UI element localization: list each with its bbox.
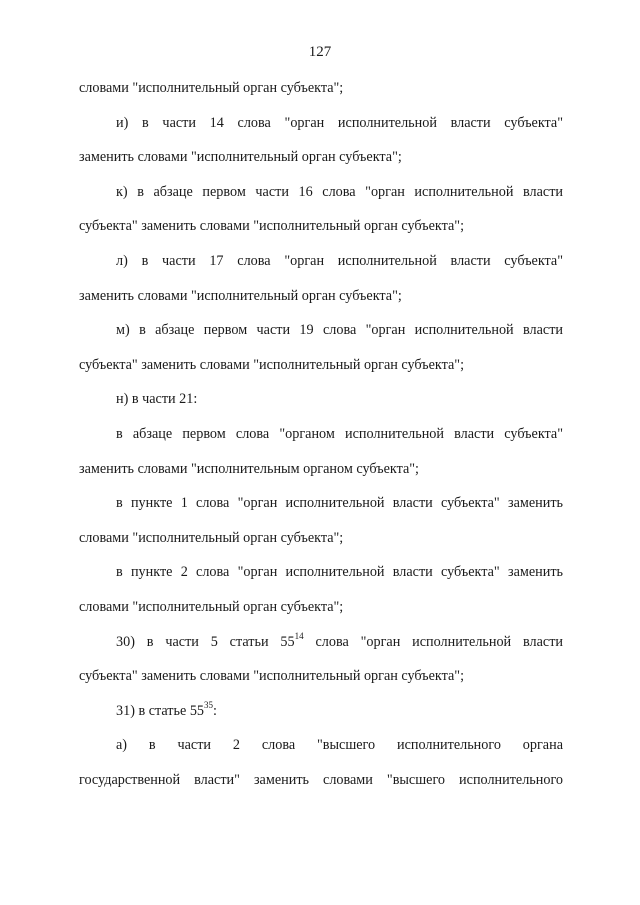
text-line: л) в части 17 слова "орган исполнительной власти субъекта" (116, 252, 563, 269)
text-line (79, 701, 563, 736)
text-line: заменить словами "исполнительный орган субъекта"; (79, 149, 402, 166)
text-line: в пункте 1 слова "орган исполнительной власти субъекта" заменить (116, 495, 563, 512)
text-line: субъекта" заменить словами "исполнительный орган субъекта"; (79, 356, 465, 373)
text-line: заменить словами "исполнительный орган субъекта"; (79, 287, 402, 304)
page-number: 127 (308, 44, 332, 60)
text-line: и) в части 14 слова "орган исполнительной власти субъекта" (116, 114, 563, 131)
superscript: 35 (204, 699, 214, 710)
text-line: словами "исполнительный орган субъекта"; (79, 529, 344, 546)
text-line: государственной власти" заменить словами "высшего исполнительного (79, 771, 563, 788)
text-line: заменить словами "исполнительным органом субъекта"; (79, 460, 419, 477)
text-line: в пункте 2 слова "орган исполнительной власти субъекта" заменить (116, 564, 563, 581)
text-fragment: 30) в части 5 статьи 55 (116, 633, 295, 650)
text-line: субъекта" заменить словами "исполнительный орган субъекта"; (79, 218, 465, 235)
document-body (79, 78, 563, 804)
text-line: в абзаце первом слова "органом исполнительной власти субъекта" (116, 425, 563, 442)
text-line: а) в части 2 слова "высшего исполнительного органа (116, 737, 563, 754)
text-fragment: : (213, 702, 217, 719)
superscript: 14 (294, 630, 304, 641)
text-fragment: 31) в статье 55 (116, 702, 205, 719)
text-line: к) в абзаце первом части 16 слова "орган исполнительной власти (116, 183, 563, 200)
text-fragment: слова "орган исполнительной власти (303, 633, 563, 650)
text-line: словами "исполнительный орган субъекта"; (79, 598, 344, 615)
text-line (79, 632, 563, 667)
text-line: м) в абзаце первом части 19 слова "орган исполнительной власти (116, 322, 563, 339)
text-line: субъекта" заменить словами "исполнительный орган субъекта"; (79, 668, 465, 685)
text-line: словами "исполнительный орган субъекта"; (79, 80, 344, 96)
text-line: н) в части 21: (116, 391, 198, 408)
